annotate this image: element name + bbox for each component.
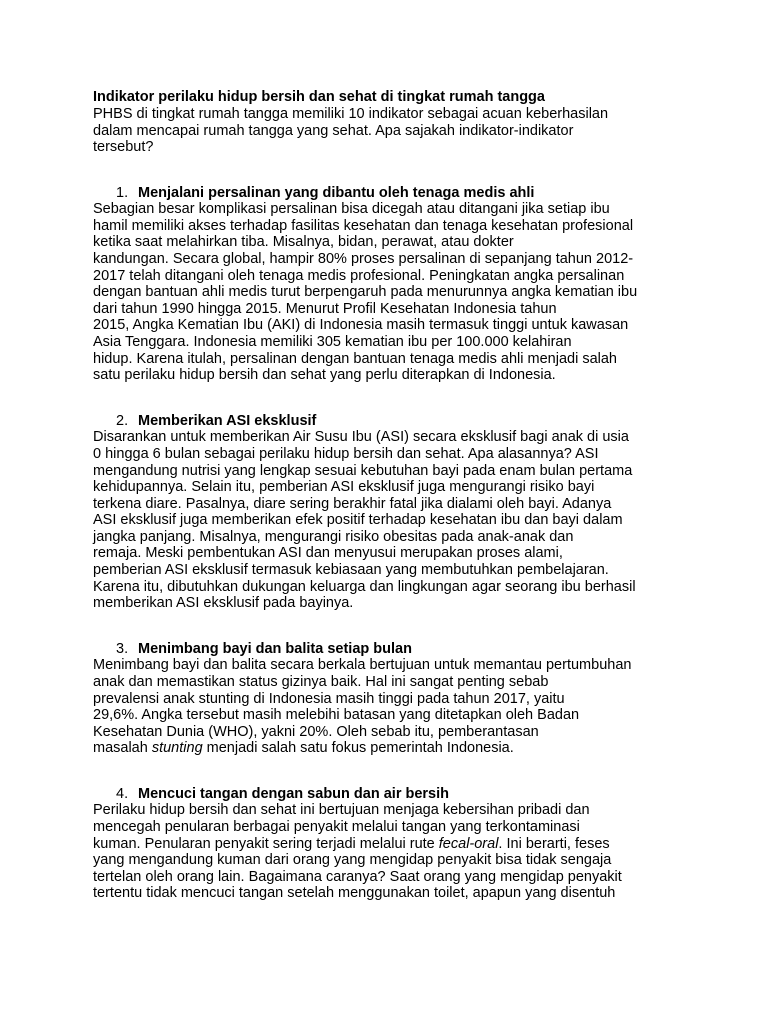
list-number: 2.	[116, 412, 129, 429]
paragraph-line: memberikan ASI eksklusif pada bayinya.	[93, 595, 354, 612]
list-number: 1.	[116, 184, 129, 201]
paragraph-line: Kesehatan Dunia (WHO), yakni 20%. Oleh sebab itu, pemberantasan	[93, 723, 539, 740]
paragraph-line: Menimbang bayi dan balita secara berkala bertujuan untuk memantau pertumbuhan	[93, 657, 632, 674]
document-page	[93, 88, 678, 902]
section-heading-text: Memberikan ASI eksklusif	[138, 412, 317, 429]
paragraph-line: jangka panjang. Misalnya, mengurangi risiko obesitas pada anak-anak dan	[93, 528, 574, 545]
paragraph-line: hidup. Karena itulah, persalinan dengan bantuan tenaga medis ahli menjadi salah	[93, 350, 617, 367]
paragraph-line: ASI eksklusif juga memberikan efek positif terhadap kesehatan ibu dan bayi dalam	[93, 512, 623, 529]
paragraph-line: ketika saat melahirkan tiba. Misalnya, bidan, perawat, atau dokter	[93, 234, 514, 251]
paragraph-line: 0 hingga 6 bulan sebagai perilaku hidup bersih dan sehat. Apa alasannya? ASI	[93, 445, 599, 462]
section-paragraph	[93, 201, 678, 384]
section-heading-text: Menimbang bayi dan balita setiap bulan	[138, 640, 412, 657]
intro-line: tersebut?	[93, 139, 154, 156]
paragraph-line: hamil memiliki akses terhadap fasilitas kesehatan dan tenaga kesehatan profesional	[93, 217, 634, 234]
paragraph-line: Disarankan untuk memberikan Air Susu Ibu (ASI) secara eksklusif bagi anak di usia	[93, 429, 629, 446]
section-heading	[93, 185, 678, 202]
section-1	[93, 185, 678, 384]
section-heading-text: Mencuci tangan dengan sabun dan air bersih	[138, 785, 449, 802]
paragraph-line: 2015, Angka Kematian Ibu (AKI) di Indonesia masih termasuk tinggi untuk kawasan	[93, 317, 629, 334]
paragraph-line: 29,6%. Angka tersebut masih melebihi batasan yang ditetapkan oleh Badan	[93, 707, 580, 724]
paragraph-line: dengan bantuan ahli medis turut berpengaruh pada menurunnya angka kematian ibu	[93, 284, 638, 301]
paragraph-line: mengandung nutrisi yang lengkap sesuai kebutuhan bayi pada enam bulan pertama	[93, 462, 633, 479]
section-heading	[93, 641, 678, 658]
section-paragraph	[93, 657, 678, 757]
paragraph-line: kehidupannya. Selain itu, pemberian ASI eksklusif juga mengurangi risiko bayi	[93, 479, 595, 496]
section-heading	[93, 413, 678, 430]
text-run: masalah	[93, 740, 152, 757]
section-2	[93, 413, 678, 612]
list-number: 4.	[116, 785, 129, 802]
intro-line: PHBS di tingkat rumah tangga memiliki 10 indikator sebagai acuan keberhasilan	[93, 106, 609, 122]
paragraph-line: tertentu tidak mencuci tangan setelah menggunakan toilet, apapun yang disentuh	[93, 885, 616, 902]
paragraph-line: mencegah penularan berbagai penyakit melalui tangan yang terkontaminasi	[93, 819, 580, 835]
paragraph-line: dari tahun 1990 hingga 2015. Menurut Profil Kesehatan Indonesia tahun	[93, 300, 557, 317]
paragraph-line: Sebagian besar komplikasi persalinan bisa dicegah atau ditangani jika setiap ibu	[93, 201, 610, 218]
paragraph-line	[93, 836, 678, 853]
text-run: kuman. Penularan penyakit sering terjadi melalui rute	[93, 835, 439, 852]
italic-term: stunting	[151, 740, 203, 757]
paragraph-line: kandungan. Secara global, hampir 80% proses persalinan di sepanjang tahun 2012-	[93, 251, 634, 268]
paragraph-line: 2017 telah ditangani oleh tenaga medis profesional. Peningkatan angka persalinan	[93, 267, 625, 284]
section-paragraph	[93, 429, 678, 612]
paragraph-line: Asia Tenggara. Indonesia memiliki 305 kematian ibu per 100.000 kelahiran	[93, 334, 572, 351]
section-3	[93, 641, 678, 757]
paragraph-line: pemberian ASI eksklusif termasuk kebiasaan yang membutuhkan pembelajaran.	[93, 562, 609, 579]
paragraph-line: satu perilaku hidup bersih dan sehat yang perlu diterapkan di Indonesia.	[93, 367, 556, 384]
section-4	[93, 786, 678, 902]
paragraph-line: yang mengandung kuman dari orang yang mengidap penyakit bisa tidak sengaja	[93, 852, 612, 869]
paragraph-line: terkena diare. Pasalnya, diare sering berakhir fatal jika dialami oleh bayi. Adanya	[93, 495, 612, 512]
section-heading-text: Menjalani persalinan yang dibantu oleh tenaga medis ahli	[138, 184, 535, 201]
document-title: Indikator perilaku hidup bersih dan sehat di tingkat rumah tangga	[93, 89, 545, 105]
italic-term: fecal-oral	[438, 835, 499, 852]
paragraph-line: Karena itu, dibutuhkan dukungan keluarga dan lingkungan agar seorang ibu berhasil	[93, 578, 636, 595]
paragraph-line: anak dan memastikan status gizinya baik. Hal ini sangat penting sebab	[93, 673, 549, 690]
intro-line: dalam mencapai rumah tangga yang sehat. Apa sajakah indikator-indikator	[93, 122, 574, 139]
text-run: menjadi salah satu fokus pemerintah Indonesia.	[202, 740, 514, 757]
intro-paragraph	[93, 106, 678, 156]
paragraph-line	[93, 740, 678, 757]
section-heading	[93, 786, 678, 803]
text-run: . Ini berarti, feses	[498, 835, 610, 852]
section-paragraph	[93, 802, 678, 902]
paragraph-line: Perilaku hidup bersih dan sehat ini bertujuan menjaga kebersihan pribadi dan	[93, 802, 590, 819]
paragraph-line: remaja. Meski pembentukan ASI dan menyusui merupakan proses alami,	[93, 545, 563, 562]
paragraph-line: tertelan oleh orang lain. Bagaimana caranya? Saat orang yang mengidap penyakit	[93, 868, 622, 885]
paragraph-line: prevalensi anak stunting di Indonesia masih tinggi pada tahun 2017, yaitu	[93, 690, 565, 707]
list-number: 3.	[116, 640, 129, 657]
